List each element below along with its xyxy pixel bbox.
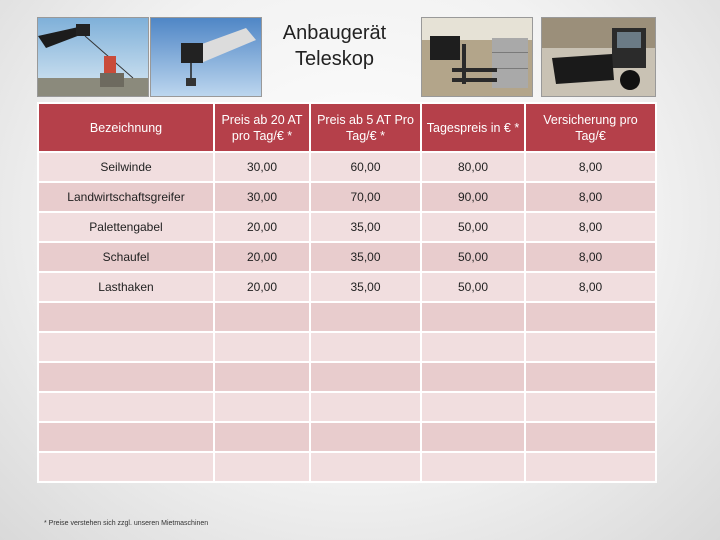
table-cell <box>214 302 310 332</box>
table-row <box>38 242 656 272</box>
header-tagespreis: Tagespreis in € * <box>421 103 525 152</box>
table-cell: 35,00 <box>310 212 421 242</box>
table-row <box>38 212 656 242</box>
table-cell: 50,00 <box>421 212 525 242</box>
table-cell: Palettengabel <box>38 212 214 242</box>
table-cell <box>214 422 310 452</box>
table-cell <box>38 332 214 362</box>
table-cell: 90,00 <box>421 182 525 212</box>
table-cell <box>421 422 525 452</box>
table-cell: 8,00 <box>525 182 656 212</box>
table-row <box>38 302 656 332</box>
telehandler-winch-photo <box>37 17 149 97</box>
table-cell: 8,00 <box>525 272 656 302</box>
header-preis-20: Preis ab 20 AT pro Tag/€ * <box>214 103 310 152</box>
table-row <box>38 422 656 452</box>
table-cell: Landwirtschaftsgreifer <box>38 182 214 212</box>
table-cell: 20,00 <box>214 272 310 302</box>
table-cell <box>421 362 525 392</box>
table-cell: 8,00 <box>525 242 656 272</box>
table-cell <box>214 332 310 362</box>
table-cell <box>525 362 656 392</box>
table-cell <box>421 392 525 422</box>
table-cell <box>38 452 214 482</box>
table-cell <box>525 392 656 422</box>
table-cell <box>310 332 421 362</box>
table-cell <box>214 452 310 482</box>
telehandler-hook-photo <box>150 17 262 97</box>
table-row <box>38 152 656 182</box>
footnote: * Preise verstehen sich zzgl. unseren Mietmaschinen <box>44 520 209 527</box>
table-cell: 35,00 <box>310 272 421 302</box>
table-cell: 70,00 <box>310 182 421 212</box>
table-cell <box>38 302 214 332</box>
table-cell: 60,00 <box>310 152 421 182</box>
table-cell <box>525 422 656 452</box>
table-cell <box>310 422 421 452</box>
table-cell <box>421 452 525 482</box>
title-line-2: Teleskop <box>295 48 374 70</box>
header-bezeichnung: Bezeichnung <box>38 103 214 152</box>
table-cell: 80,00 <box>421 152 525 182</box>
table-cell: 30,00 <box>214 152 310 182</box>
table-cell: Schaufel <box>38 242 214 272</box>
table-cell: 8,00 <box>525 212 656 242</box>
table-cell: 35,00 <box>310 242 421 272</box>
table-header-row <box>38 103 656 152</box>
table-cell <box>310 452 421 482</box>
table-cell <box>525 452 656 482</box>
table-cell <box>310 362 421 392</box>
table-cell: 50,00 <box>421 272 525 302</box>
table-cell <box>525 302 656 332</box>
table-cell <box>525 332 656 362</box>
table-cell: 8,00 <box>525 152 656 182</box>
table-cell: 20,00 <box>214 242 310 272</box>
table-cell <box>214 362 310 392</box>
table-row <box>38 272 656 302</box>
table-cell <box>310 392 421 422</box>
table-cell: Lasthaken <box>38 272 214 302</box>
table-row <box>38 182 656 212</box>
header-versicherung: Versicherung pro Tag/€ <box>525 103 656 152</box>
table-cell <box>38 362 214 392</box>
price-table <box>37 102 657 483</box>
table-row <box>38 362 656 392</box>
table-cell: Seilwinde <box>38 152 214 182</box>
table-cell <box>214 392 310 422</box>
header-preis-5: Preis ab 5 AT Pro Tag/€ * <box>310 103 421 152</box>
bucket-photo <box>541 17 656 97</box>
title-line-1: Anbaugerät <box>282 22 387 44</box>
table-cell <box>38 422 214 452</box>
table-row <box>38 332 656 362</box>
table-cell: 50,00 <box>421 242 525 272</box>
table-cell: 30,00 <box>214 182 310 212</box>
page-title <box>262 20 407 72</box>
table-cell <box>421 302 525 332</box>
table-cell <box>310 302 421 332</box>
table-body <box>38 152 656 482</box>
table-row <box>38 452 656 482</box>
table-cell <box>421 332 525 362</box>
table-cell <box>38 392 214 422</box>
table-cell: 20,00 <box>214 212 310 242</box>
pallet-fork-photo <box>421 17 533 97</box>
table-row <box>38 392 656 422</box>
